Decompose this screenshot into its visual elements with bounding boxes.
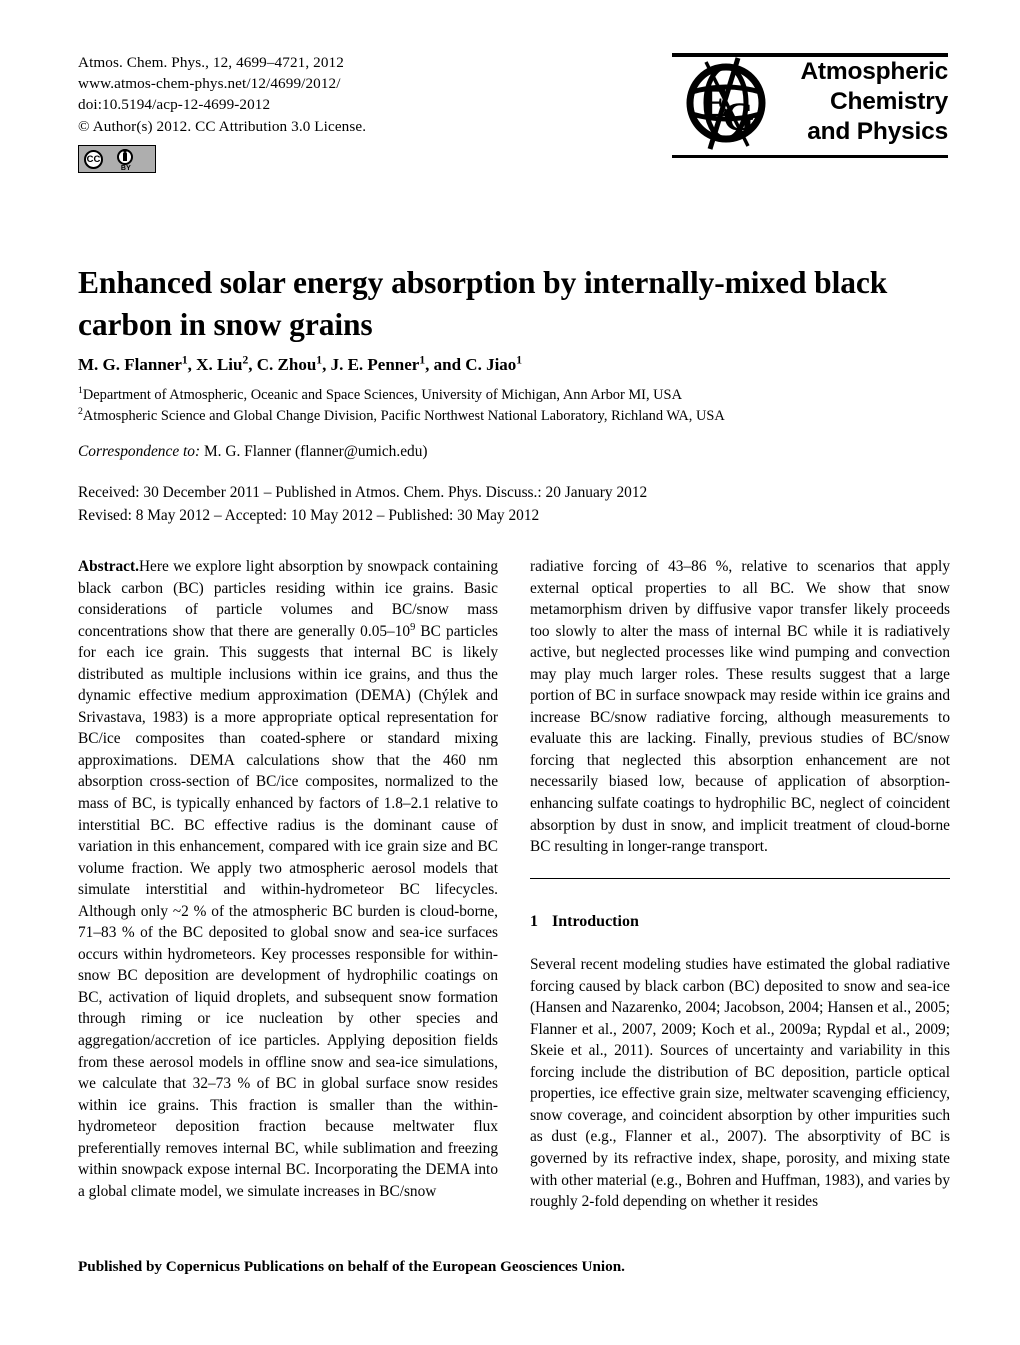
author-5: C. Jiao$^1$ xyxy=(465,353,523,374)
copyright-line: © Author(s) 2012. CC Attribution 3.0 License. xyxy=(78,117,367,135)
journal-name-line2: Chemistry xyxy=(829,88,948,115)
abstract-left xyxy=(78,556,498,1202)
journal-name-line1: Atmospheric xyxy=(800,58,948,85)
affiliation-2-marker: 2 xyxy=(78,405,83,417)
page-title: Enhanced solar energy absorption by internally-mixed black carbon in snow grains xyxy=(78,265,888,342)
affiliation-2 xyxy=(78,406,950,427)
journal-citation: Atmos. Chem. Phys., 12, 4699–4721, 2012 xyxy=(78,54,344,71)
affiliation-1-marker: 1 xyxy=(78,385,83,397)
author-1: M. G. Flanner$^1$ xyxy=(78,353,188,374)
affiliation-1-text: Department of Atmospheric, Oceanic and Space Sciences, University of Michigan, Ann Arbor MI, USA xyxy=(82,387,682,403)
affiliation-1 xyxy=(78,385,950,406)
introduction-paragraph: Several recent modeling studies have estimated the global radiative forcing caused by black carbon (BC) deposited to snow and sea-ice (Hansen and Nazarenko, 2004; Jacobson, 2004; Hansen et al., 2005; Flanner et al., 2007, 2009; Koch et al., 2009a; Rypdal et al., 2009; Skeie et al., 2011). Sources of uncertainty and variability in this forcing include the distribution of BC deposition, particle optical properties, ice effective grain size, meltwater scavenging efficiency, snow coverage, and coincident absorption by other impurities such as dust (e.g., Flanner et al., 2007). The absorptivity of BC is governed by its refractive index, shape, porosity, and mixing state with other material (e.g., Bohren and Huffman, 1983), and varies by roughly 2-fold depending on whether it resides xyxy=(530,956,950,1211)
abstract-part1: Here we explore light absorption by snowpack containing black carbon (BC) particles residing within ice grains. Basic considerations of particle volumes and BC/snow mass concentrations show that there are generally 0.05–10 xyxy=(78,558,498,640)
journal-url[interactable]: www.atmos-chem-phys.net/12/4699/2012/ xyxy=(78,75,341,93)
section-title: Introduction xyxy=(552,913,639,931)
abstract-label: Abstract. xyxy=(78,558,139,575)
column-right xyxy=(530,556,950,1213)
journal-logo xyxy=(672,48,948,160)
section-heading-introduction xyxy=(530,913,950,931)
egu-globe-icon xyxy=(676,50,776,156)
svg-text:G: G xyxy=(723,94,755,139)
svg-text:E: E xyxy=(702,80,729,125)
affiliation-2-text: Atmospheric Science and Global Change Division, Pacific Northwest National Laboratory, Richland WA, USA xyxy=(82,407,725,424)
abstract-right: radiative forcing of 43–86 %, relative to scenarios that apply external optical properties to all BC. We show that snow metamorphism driven by diffusive vapor transfer likely proceeds too slowly to alter the mass of internal BC while it is radiatively active, but neglected processes like wind pumping and convection may play much larger roles. These results suggest that a large portion of BC in surface snowpack may reside within ice grains and increase BC/snow radiative forcing, although measurements to evaluate this are lacking. Finally, previous studies of BC/snow forcing that neglected this absorption enhancement are not necessarily biased low, because of application of absorption-enhancing sulfate coatings to hydrophilic BC, neglect of coincident absorption by dust in snow, and implicit treatment of cloud-borne BC resulting in longer-range transport. xyxy=(530,558,950,856)
section-divider xyxy=(530,878,950,879)
content-columns xyxy=(78,556,950,1246)
journal-name-line3: and Physics xyxy=(807,118,948,145)
author-4: J. E. Penner$^1$ xyxy=(330,353,426,374)
abstract-part2: BC particles for each ice grain. This suggests that internal BC is likely distributed as multiple inclusions within ice grains, and thus the dynamic effective medium approximation (DEMA) (Chýlek and Srivastava, 1983) is a more appropriate optical representation for BC/ice composites than coated-sphere or standard mixing approximations. DEMA calculations show that the 460 nm absorption cross-section of BC/ice composites, normalized to the mass of BC, is typically enhanced by factors of 1.8–2.1 relative to interstitial BC. BC effective radius is the dominant cause of variation in this enhancement, compared with ice grain size and BC volume fraction. We apply two atmospheric aerosol models that simulate interstitial and within-hydrometeor BC lifecycles. Although only ~2 % of the atmospheric BC burden is cloud-borne, 71–83 % of the BC deposited to global snow and sea-ice surfaces occurs within hydrometeors. Key processes responsible for within-snow BC deposition are development of hydrophilic coatings on BC, activation of liquid droplets, and subsequent snow formation through riming or ice nucleation by other species and aggregation/accretion of ice particles. Applying deposition fields from these aerosol models in offline snow and sea-ice simulations, we calculate that 32–73 % of BC in global surface snow resides within ice grains. This fraction is smaller than the within-hydrometeor deposition fraction because meltwater flux preferentially removes internal BC, while sublimation and freezing within snowpack expose internal BC. Incorporating the DEMA into a global climate model, we simulate increases in BC/snow xyxy=(78,622,498,1200)
journal-doi[interactable]: doi:10.5194/acp-12-4699-2012 xyxy=(78,96,271,114)
correspondence-value[interactable]: M. G. Flanner (flanner@umich.edu) xyxy=(203,443,428,460)
page-footer: Published by Copernicus Publications on behalf of the European Geosciences Union. xyxy=(78,1258,625,1275)
received-line: Received: 30 December 2011 – Published in Atmos. Chem. Phys. Discuss.: 20 January 2012 xyxy=(78,484,648,501)
cc-by-label: BY xyxy=(120,165,132,173)
publication-dates xyxy=(78,482,950,527)
section-number: 1 xyxy=(530,913,538,931)
author-2: X. Liu$^2$ xyxy=(196,353,249,374)
author-list: M. G. Flanner$^1$, X. Liu$^2$, C. Zhou$^1$, J. E. Penner$^1$, and C. Jiao$^1$ xyxy=(78,353,523,374)
column-left xyxy=(78,556,498,1202)
correspondence xyxy=(78,443,950,461)
author-3: C. Zhou$^1$ xyxy=(256,353,323,374)
journal-name xyxy=(778,57,948,147)
attribution-person-icon xyxy=(117,149,133,165)
creative-commons-icon: CC xyxy=(84,150,103,169)
revised-line: Revised: 8 May 2012 – Accepted: 10 May 2012 – Published: 30 May 2012 xyxy=(78,506,540,524)
cc-license-badge[interactable] xyxy=(78,145,156,173)
affiliations xyxy=(78,385,950,426)
correspondence-label: Correspondence to: xyxy=(78,443,201,460)
abstract-exponent: 9 xyxy=(410,621,416,633)
